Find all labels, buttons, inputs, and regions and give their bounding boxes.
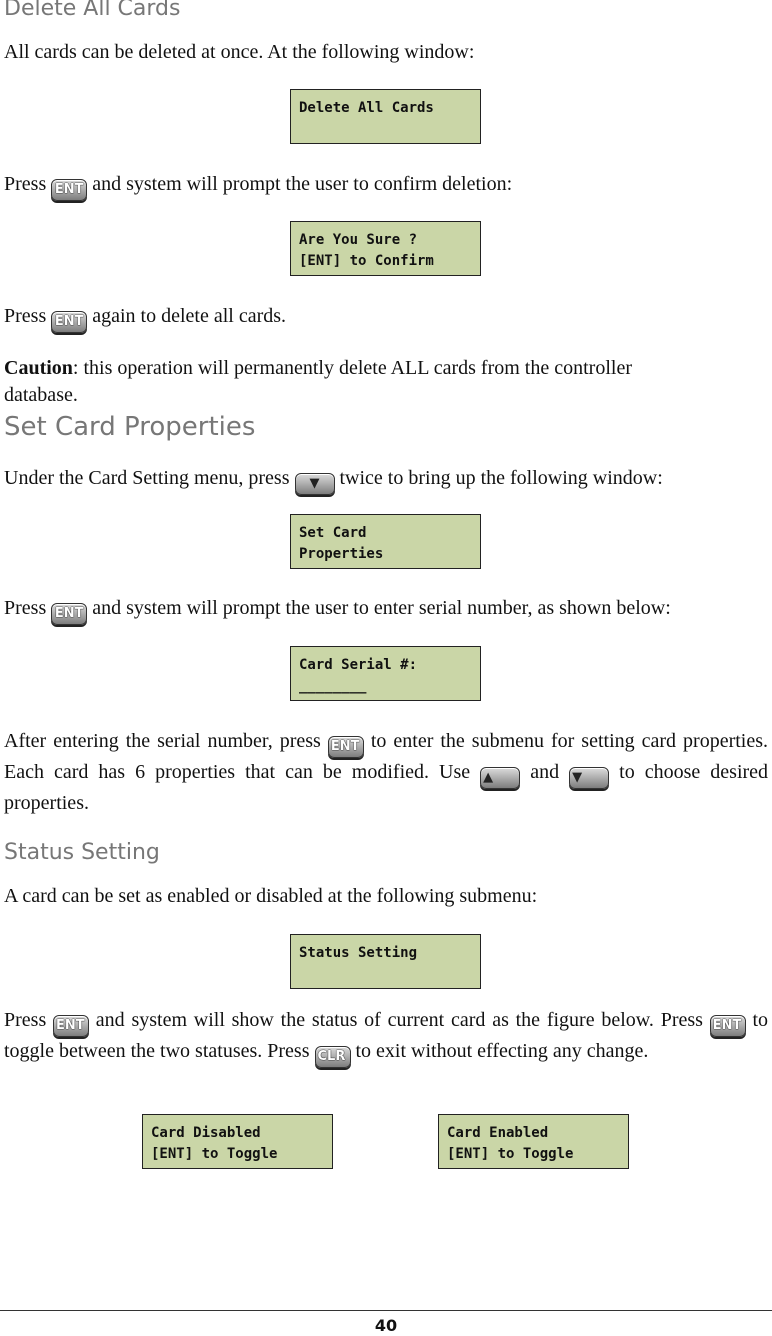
lcd-line-2: [ENT] to Toggle (447, 1146, 574, 1162)
text: Press (4, 305, 47, 327)
up-arrow-key-icon: ▲ (480, 767, 520, 789)
down-arrow-key-icon: ▼ (569, 767, 609, 789)
lcd-line-2: [ENT] to Confirm (299, 253, 434, 269)
lcd-line-1: Delete All Cards (299, 100, 434, 116)
status-intro-text: A card can be set as enabled or disabled at the following submenu: (4, 885, 538, 907)
text: and (530, 761, 560, 783)
lcd-line-1: Set Card (299, 525, 367, 541)
page-number: 40 (374, 1316, 398, 1335)
heading-delete-all-cards: Delete All Cards (4, 0, 181, 21)
status-instructions-paragraph (4, 1006, 768, 1068)
text: Press (4, 597, 47, 619)
ent-key-icon: ENT (328, 736, 364, 758)
lcd-card-disabled (142, 1114, 333, 1169)
lcd-line-1: Card Serial #: (299, 657, 418, 673)
text: and system will show the status of current card as the figure below. Press (95, 1009, 703, 1031)
ent-key-icon: ENT (51, 179, 87, 201)
ent-key-icon: ENT (710, 1015, 746, 1037)
lcd-line-1: Card Disabled (151, 1125, 261, 1141)
text: Press (4, 173, 47, 195)
text: twice to bring up the following window: (339, 467, 663, 489)
lcd-card-serial (290, 646, 481, 701)
heading-status-setting: Status Setting (4, 840, 160, 865)
lcd-line-1: Status Setting (299, 945, 418, 961)
lcd-card-enabled (438, 1114, 629, 1169)
text: and system will prompt the user to confirm deletion: (92, 173, 513, 195)
set-props-after-serial-paragraph (4, 727, 768, 817)
delete-press-again-paragraph (4, 302, 286, 333)
lcd-line-1: Card Enabled (447, 1125, 549, 1141)
ent-key-icon: ENT (53, 1015, 89, 1037)
lcd-delete-all-cards (290, 89, 481, 144)
text: Press (4, 1009, 47, 1031)
down-arrow-key-icon: ▼ (295, 473, 335, 495)
caution-paragraph-line2: database. (4, 384, 78, 406)
lcd-line-1: Are You Sure ? (299, 232, 418, 248)
delete-press-ent-paragraph (4, 170, 512, 201)
clr-key-icon: CLR (315, 1046, 351, 1068)
caution-paragraph (4, 354, 632, 382)
ent-key-icon: ENT (51, 603, 87, 625)
heading-set-card-properties: Set Card Properties (4, 412, 256, 442)
lcd-line-2: Properties (299, 546, 384, 562)
caution-label: Caution (4, 357, 73, 379)
text: and system will prompt the user to enter serial number, as shown below: (92, 597, 671, 619)
footer-divider (0, 1310, 772, 1311)
text: again to delete all cards. (92, 305, 287, 327)
text: After entering the serial number, press (4, 730, 321, 752)
ent-key-icon: ENT (51, 311, 87, 333)
lcd-status-setting (290, 934, 481, 989)
text: to enter the submenu for setting card properties. Each card has 6 properties that can be modified. Use (4, 730, 769, 783)
text: to toggle between the two statuses. Press (4, 1009, 769, 1062)
text: to choose desired properties. (4, 761, 769, 814)
set-props-press-ent (4, 594, 671, 625)
set-props-intro (4, 464, 663, 495)
lcd-line-2: [ENT] to Toggle (151, 1146, 278, 1162)
text: Under the Card Setting menu, press (4, 467, 290, 489)
lcd-line-2: ________ (299, 678, 367, 694)
delete-intro-text: All cards can be deleted at once. At the following window: (4, 41, 475, 63)
caution-text: : this operation will permanently delete ALL cards from the controller (72, 357, 632, 379)
lcd-set-card-properties (290, 514, 481, 569)
text: to exit without effecting any change. (355, 1040, 649, 1062)
lcd-are-you-sure (290, 221, 481, 276)
